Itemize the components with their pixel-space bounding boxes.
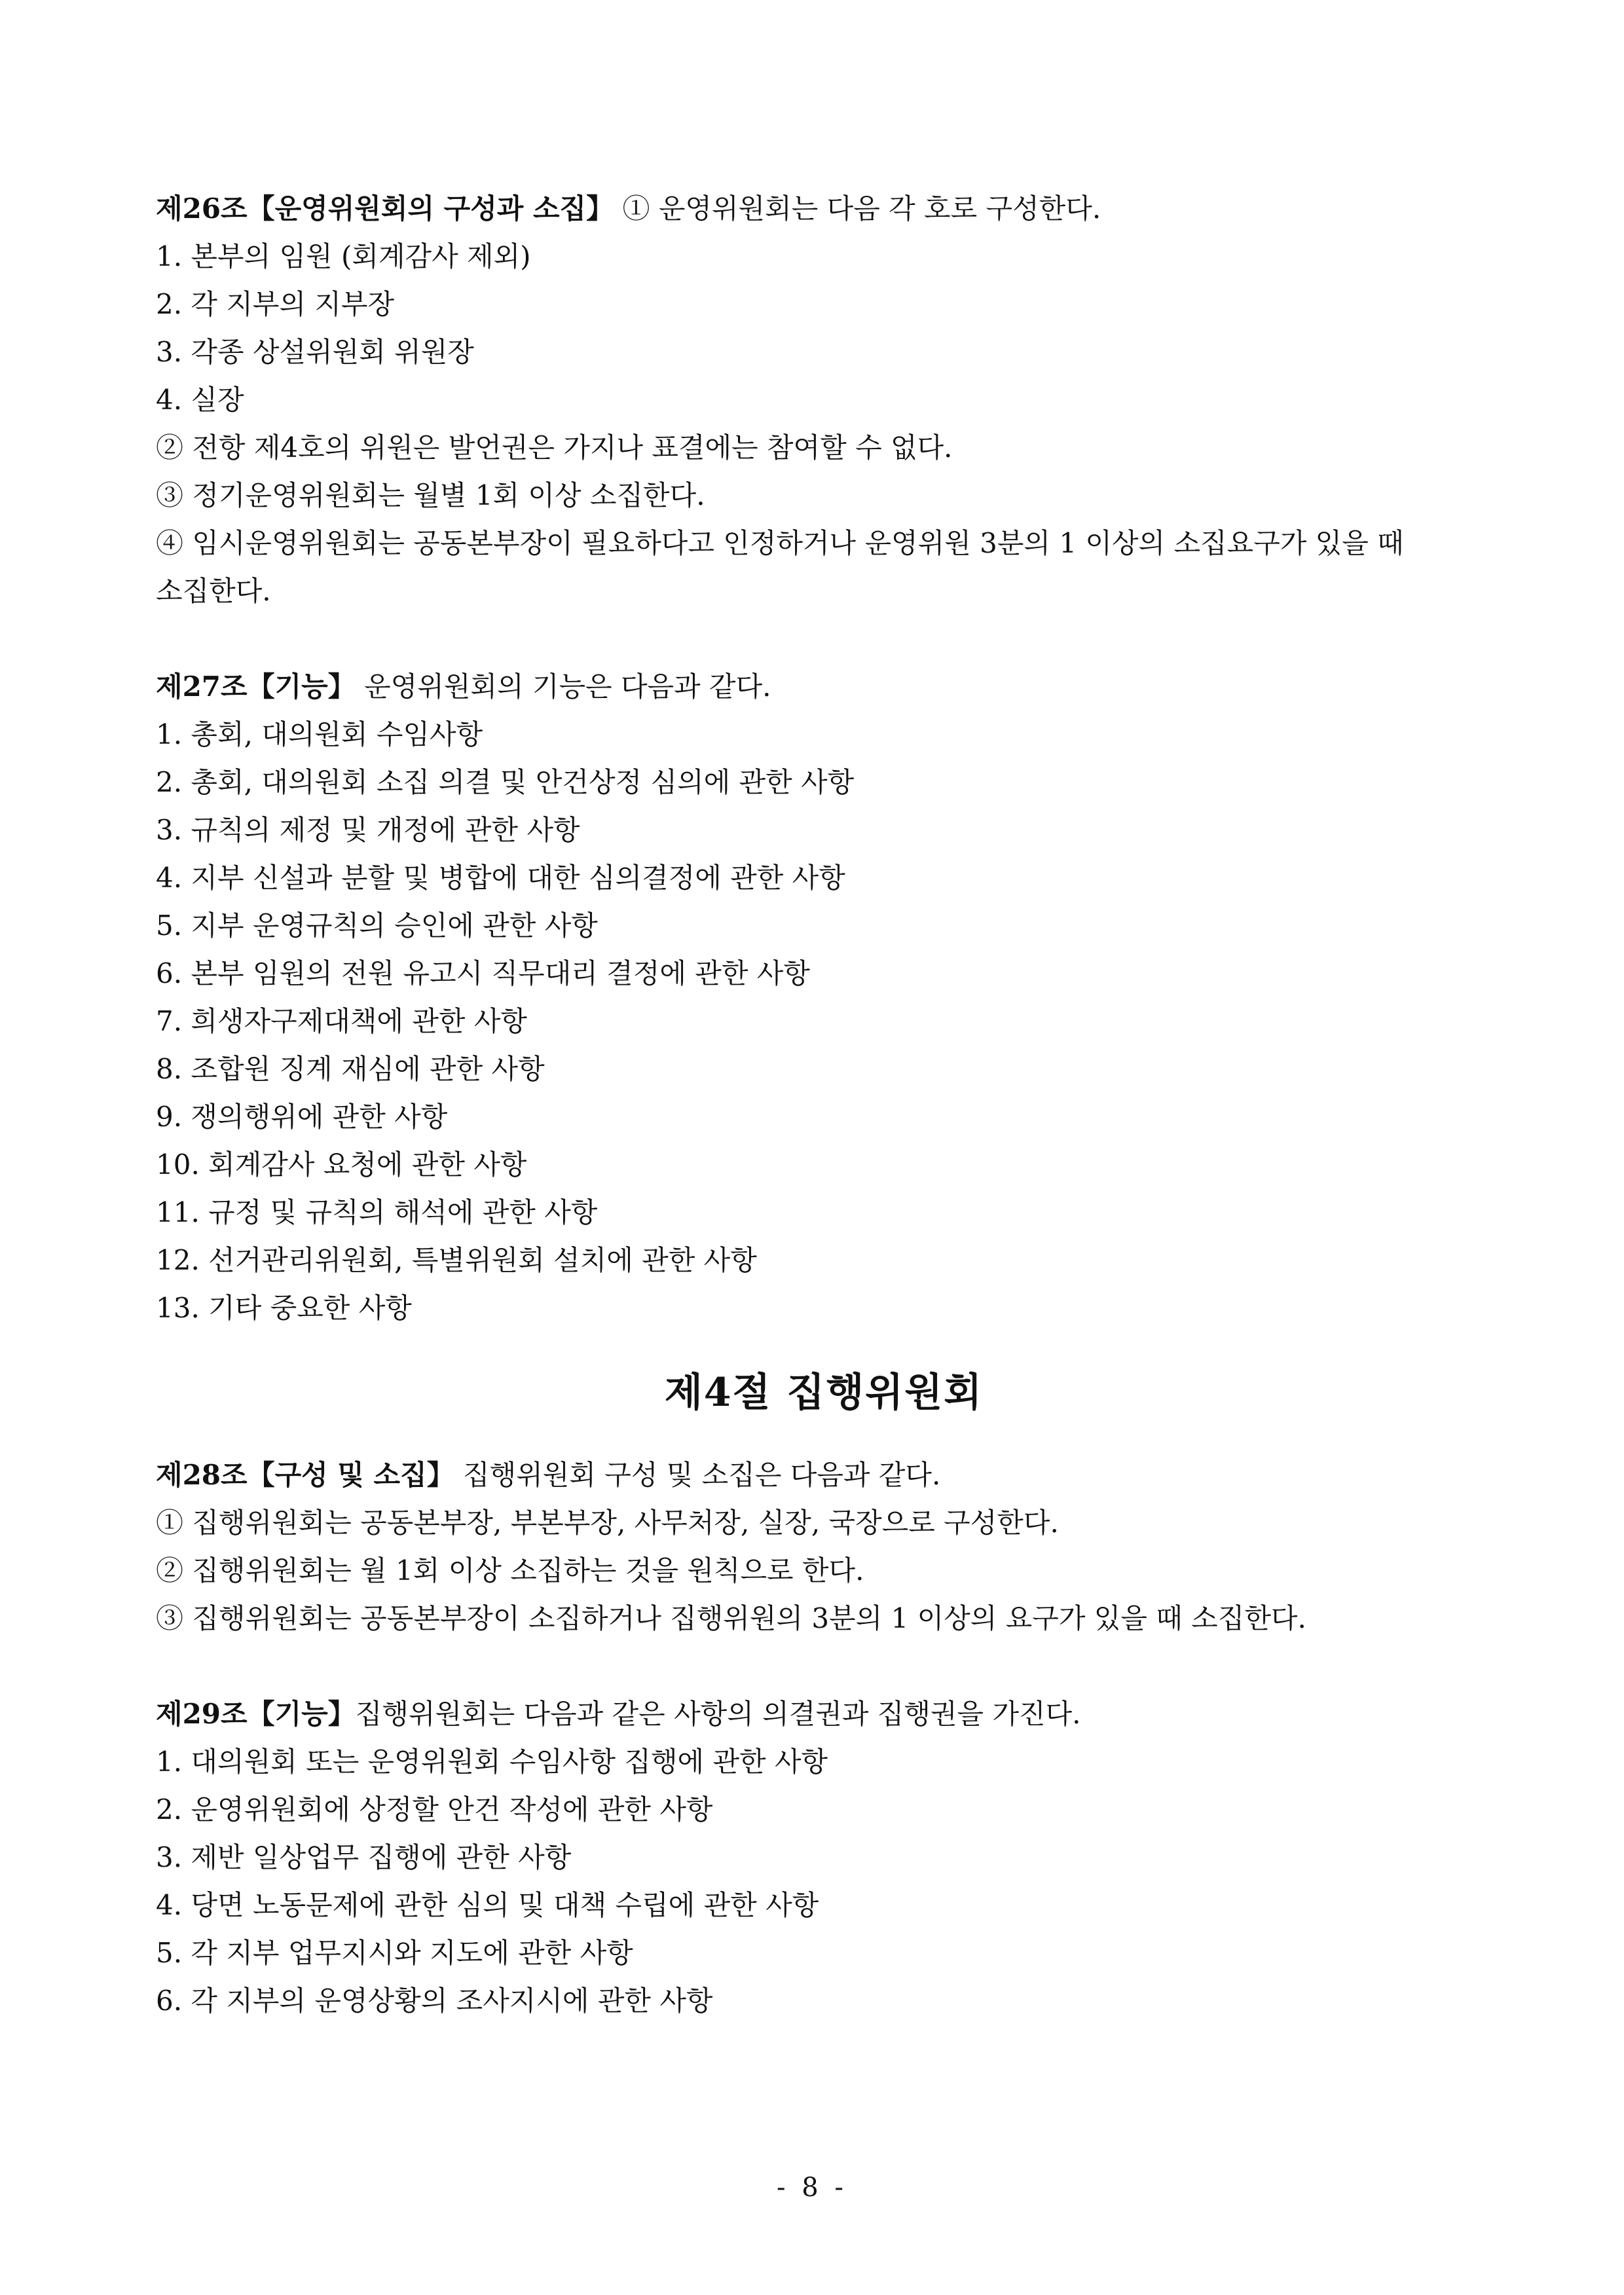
spacer xyxy=(156,1642,1492,1690)
article-27-item: 12. 선거관리위원회, 특별위원회 설치에 관한 사항 xyxy=(156,1244,757,1276)
article-26-paragraph: ③ 정기운영위원회는 월별 1회 이상 소집한다. xyxy=(156,479,705,511)
article-26-paragraph: ② 전항 제4호의 위원은 발언권은 가지나 표결에는 참여할 수 없다. xyxy=(156,431,953,464)
article-29-item: 3. 제반 일상업무 집행에 관한 사항 xyxy=(156,1841,572,1873)
article-29-intro: 집행위원회는 다음과 같은 사항의 의결권과 집행권을 가진다. xyxy=(355,1698,1081,1730)
article-27-item: 9. 쟁의행위에 관한 사항 xyxy=(156,1101,448,1133)
article-28-paragraph: ② 집행위원회는 월 1회 이상 소집하는 것을 원칙으로 한다. xyxy=(156,1554,864,1587)
article-28 xyxy=(156,1451,1492,1642)
article-28-paragraph: ① 집행위원회는 공동본부장, 부본부장, 사무처장, 실장, 국장으로 구성한다. xyxy=(156,1507,1059,1539)
article-27-header xyxy=(156,663,1492,710)
section-heading: 제4절 집행위원회 xyxy=(664,1370,984,1416)
article-29-item: 4. 당면 노동문제에 관한 심의 및 대책 수립에 관한 사항 xyxy=(156,1889,819,1921)
article-28-paragraph: ③ 집행위원회는 공동본부장이 소집하거나 집행위원의 3분의 1 이상의 요구가 있을 때 소집한다. xyxy=(156,1602,1306,1634)
article-26-item: 2. 각 지부의 지부장 xyxy=(156,288,395,320)
article-29-item: 1. 대의원회 또는 운영위원회 수임사항 집행에 관한 사항 xyxy=(156,1746,828,1778)
article-26-header xyxy=(156,185,1492,232)
article-27-item: 11. 규정 및 규칙의 해석에 관한 사항 xyxy=(156,1196,598,1228)
article-27-item: 13. 기타 중요한 사항 xyxy=(156,1292,412,1324)
article-26-item: 1. 본부의 임원 (회계감사 제외) xyxy=(156,240,531,272)
article-27-item: 5. 지부 운영규칙의 승인에 관한 사항 xyxy=(156,909,598,942)
article-28-title: 제28조【구성 및 소집】 xyxy=(156,1459,454,1491)
article-27-item: 3. 규칙의 제정 및 개정에 관한 사항 xyxy=(156,814,580,846)
article-29-item: 2. 운영위원회에 상정할 안건 작성에 관한 사항 xyxy=(156,1793,713,1826)
article-29-item: 6. 각 지부의 운영상황의 조사지시에 관한 사항 xyxy=(156,1985,713,2017)
page-number: - 8 - xyxy=(777,2173,847,2203)
article-29-item: 5. 각 지부 업무지시와 지도에 관한 사항 xyxy=(156,1937,633,1969)
article-27-item: 1. 총회, 대의원회 수임사항 xyxy=(156,718,483,750)
article-27-item: 6. 본부 임원의 전원 유고시 직무대리 결정에 관한 사항 xyxy=(156,957,810,989)
article-27-item: 10. 회계감사 요청에 관한 사항 xyxy=(156,1148,527,1181)
article-26-item: 4. 실장 xyxy=(156,384,244,416)
article-27-item: 8. 조합원 징계 재심에 관한 사항 xyxy=(156,1053,545,1085)
spacer xyxy=(156,615,1492,663)
article-29-header xyxy=(156,1690,1492,1738)
article-27-item: 7. 희생자구제대책에 관한 사항 xyxy=(156,1005,527,1037)
article-27-item: 4. 지부 신설과 분할 및 병합에 대한 심의결정에 관한 사항 xyxy=(156,862,845,894)
article-27-title: 제27조【기능】 xyxy=(156,670,356,703)
article-26-paragraph: ④ 임시운영위원회는 공동본부장이 필요하다고 인정하거나 운영위원 3분의 1 이상의 소집요구가 있을 때 소집한다. xyxy=(156,527,1404,607)
article-26 xyxy=(156,185,1492,615)
article-26-intro: ① 운영위원회는 다음 각 호로 구성한다. xyxy=(614,193,1101,225)
article-26-item: 3. 각종 상설위원회 위원장 xyxy=(156,336,474,368)
article-29 xyxy=(156,1690,1492,2025)
article-29-title: 제29조【기능】 xyxy=(156,1698,356,1730)
article-27 xyxy=(156,663,1492,1332)
article-27-item: 2. 총회, 대의원회 소집 의결 및 안건상정 심의에 관한 사항 xyxy=(156,766,855,798)
article-26-title: 제26조【운영위원회의 구성과 소집】 xyxy=(156,193,614,225)
page-body xyxy=(156,185,1492,2025)
article-28-header xyxy=(156,1451,1492,1499)
article-27-intro: 운영위원회의 기능은 다음과 같다. xyxy=(355,670,771,703)
article-28-intro: 집행위원회 구성 및 소집은 다음과 같다. xyxy=(454,1459,941,1491)
